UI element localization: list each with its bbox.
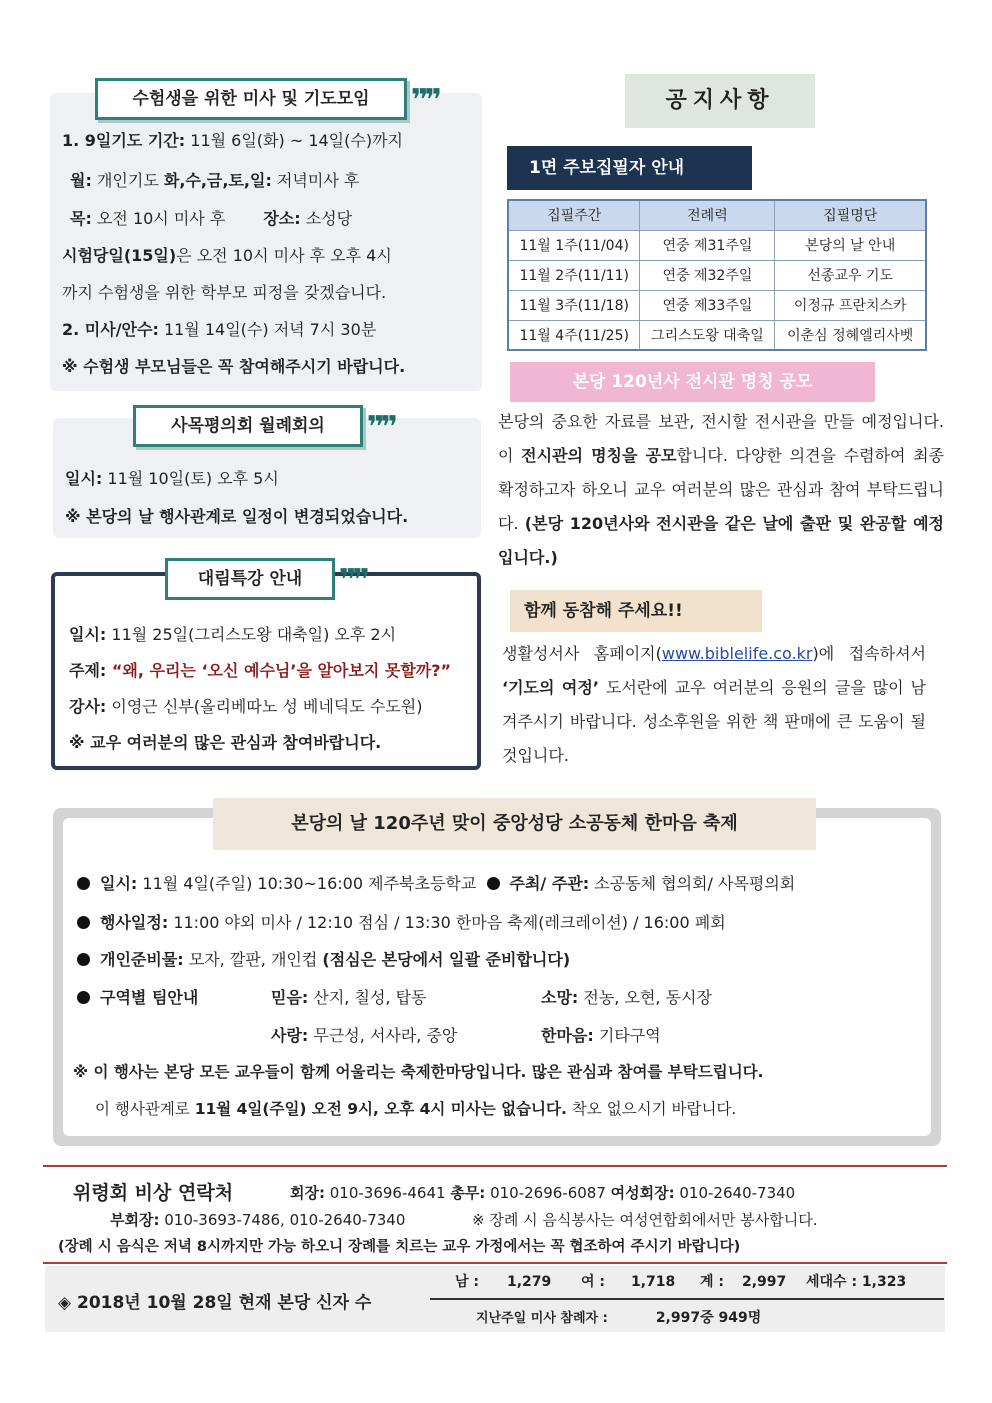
quote-mark-icon: ❞❞ bbox=[366, 410, 394, 445]
divider bbox=[430, 1298, 944, 1300]
table-cell: 그리스도왕 대축일 bbox=[640, 320, 775, 350]
advent-section-title bbox=[165, 558, 366, 600]
value: 11월 14일(수) 저녁 7시 30분 bbox=[158, 320, 377, 339]
label: 총무: bbox=[450, 1184, 486, 1202]
label: 화,수,금,토,일: bbox=[163, 171, 272, 190]
exam-line-4 bbox=[62, 243, 392, 266]
text: 합니다. 다양한 의견을 수렴하여 최종 확정하고자 하오니 교우 여러분의 많은 관심과 참여 부탁드립니다. bbox=[498, 446, 944, 533]
writers-title: 1면 주보집필자 안내 bbox=[507, 146, 752, 190]
label: 개인준비물: bbox=[100, 950, 184, 969]
exam-line-7: ※ 수험생 부모님들은 꼭 참여해주시기 바랍니다. bbox=[62, 357, 406, 376]
label: 행사일정: bbox=[100, 913, 169, 932]
advent-line-3 bbox=[69, 694, 422, 717]
bullet-icon bbox=[77, 953, 90, 966]
bullet-icon bbox=[77, 916, 90, 929]
festival-line-2 bbox=[77, 910, 726, 933]
text-bold: ‘기도의 여정’ bbox=[502, 678, 599, 697]
value: 11월 6일(화) ~ 14일(수)까지 bbox=[185, 131, 403, 150]
text: 이 행사관계로 bbox=[95, 1100, 195, 1118]
table-cell: 연중 제31주일 bbox=[640, 230, 775, 260]
text-bold: (본당 120년사와 전시관을 같은 날에 출판 및 완공할 예정입니다.) bbox=[498, 514, 944, 567]
label: 남 : bbox=[455, 1274, 479, 1290]
value: 11월 10일(토) 오후 5시 bbox=[102, 469, 279, 488]
table-row bbox=[508, 230, 926, 260]
label: 여성회장: bbox=[610, 1184, 675, 1202]
catering-note: ※ 장례 시 음식봉사는 여성연합회에서만 봉사합니다. bbox=[472, 1211, 818, 1229]
quote-mark-icon: ❞❞ bbox=[410, 83, 438, 118]
emergency-title: 위령회 비상 연락처 bbox=[73, 1182, 234, 1204]
label: 2. 미사/안수: bbox=[62, 320, 159, 339]
label: 일시: bbox=[65, 469, 103, 488]
value: 모자, 깔판, 개인컵 bbox=[183, 950, 323, 969]
exam-line-2 bbox=[70, 168, 359, 191]
label: 일시: bbox=[100, 874, 138, 893]
label: 믿음: bbox=[271, 988, 309, 1007]
table-cell: 11월 1주(11/04) bbox=[508, 230, 640, 260]
label: 사랑: bbox=[271, 1026, 309, 1045]
label: 일시: bbox=[69, 625, 107, 644]
funeral-note: (장례 시 음식은 저녁 8시까지만 가능 하오니 장례를 치르는 교우 가정에서는 꼭 협조하여 주시기 바랍니다) bbox=[58, 1239, 741, 1255]
festival-note-2 bbox=[95, 1097, 736, 1119]
team-4 bbox=[541, 1023, 661, 1046]
count-male bbox=[455, 1271, 551, 1291]
label: 구역별 팀안내 bbox=[100, 988, 199, 1007]
text: )에 접속하셔서 bbox=[812, 644, 926, 663]
table-cell: 이춘심 정혜엘리사벳 bbox=[775, 320, 926, 350]
divider bbox=[43, 1262, 947, 1264]
biblelife-link[interactable]: www.biblelife.co.kr bbox=[661, 644, 813, 663]
advent-line-4: ※ 교우 여러분의 많은 관심과 참여바랍니다. bbox=[69, 733, 382, 752]
member-count-title: ◈ 2018년 10월 28일 현재 본당 신자 수 bbox=[58, 1293, 372, 1313]
value: 저녁미사 후 bbox=[271, 171, 360, 190]
label: 소망: bbox=[541, 988, 579, 1007]
exam-line-5 bbox=[62, 280, 386, 303]
value: 산지, 칠성, 탑동 bbox=[308, 988, 427, 1007]
table-cell: 연중 제32주일 bbox=[640, 260, 775, 290]
festival-note-1: ※ 이 행사는 본당 모든 교우들이 함께 어울리는 축제한마당입니다. 많은 관심과 참여를 부탁드립니다. bbox=[73, 1063, 764, 1081]
label: 한마음: bbox=[541, 1026, 594, 1045]
value: 010-2696-6087 bbox=[485, 1184, 611, 1202]
label: 시험당일(15일) bbox=[62, 246, 177, 265]
exam-line-1 bbox=[62, 128, 403, 151]
label: 세대수 : bbox=[806, 1274, 858, 1290]
bullet-icon bbox=[77, 991, 90, 1004]
value: 010-3696-4641 bbox=[324, 1184, 451, 1202]
value: 010-2640-7340 bbox=[674, 1184, 796, 1202]
join-paragraph bbox=[502, 637, 926, 773]
count-total bbox=[700, 1271, 786, 1291]
count-female bbox=[581, 1271, 675, 1291]
text: 착오 없으시기 바랍니다. bbox=[566, 1100, 737, 1118]
contest-paragraph bbox=[498, 405, 944, 575]
team-3 bbox=[271, 1023, 457, 1046]
label: 부회장: bbox=[110, 1211, 160, 1229]
value: 무근성, 서사라, 중앙 bbox=[308, 1026, 458, 1045]
label: 주최/ 주관: bbox=[509, 874, 590, 893]
council-title-text: 사목평의회 월례회의 bbox=[171, 416, 325, 436]
value: 11월 25일(그리스도왕 대축일) 오후 2시 bbox=[106, 625, 397, 644]
exam-title-text: 수험생을 위한 미사 및 기도모임 bbox=[132, 89, 370, 109]
emergency-contacts bbox=[290, 1182, 795, 1203]
label: 회장: bbox=[290, 1184, 325, 1202]
divider bbox=[43, 1165, 947, 1167]
bullet-icon bbox=[77, 877, 90, 890]
label: 월: bbox=[70, 171, 92, 190]
festival-title: 본당의 날 120주년 맞이 중앙성당 소공동체 한마음 축제 bbox=[213, 798, 816, 850]
header-cell: 집필주간 bbox=[508, 200, 640, 230]
table-cell: 11월 2주(11/11) bbox=[508, 260, 640, 290]
council-line-1 bbox=[65, 466, 279, 489]
vice-contacts bbox=[110, 1209, 405, 1230]
label: 주제: bbox=[69, 661, 107, 680]
value: 개인기도 bbox=[91, 171, 164, 190]
exam-section-title bbox=[95, 78, 438, 120]
label: 지난주일 미사 참례자 : bbox=[476, 1311, 608, 1326]
council-line-2: ※ 본당의 날 행사관계로 일정이 변경되었습니다. bbox=[65, 507, 409, 526]
table-cell: 연중 제33주일 bbox=[640, 290, 775, 320]
festival-line-1 bbox=[77, 871, 795, 894]
festival-line-3 bbox=[77, 947, 570, 970]
table-header-row bbox=[508, 200, 926, 230]
team-1 bbox=[271, 985, 426, 1008]
advent-line-2 bbox=[69, 658, 451, 681]
value: 11:00 야외 미사 / 12:10 점심 / 13:30 한마음 축제(레크레이션) / 16:00 폐회 bbox=[168, 913, 726, 932]
text: 생활성서사 홈페이지( bbox=[502, 644, 662, 663]
value: 2,997 bbox=[742, 1274, 787, 1290]
value: 전농, 오현, 동시장 bbox=[578, 988, 712, 1007]
table-cell: 11월 3주(11/18) bbox=[508, 290, 640, 320]
table-cell: 11월 4주(11/25) bbox=[508, 320, 640, 350]
table-row bbox=[508, 290, 926, 320]
label: 강사: bbox=[69, 697, 107, 716]
label: 계 : bbox=[700, 1274, 724, 1290]
contest-title: 본당 120년사 전시관 명칭 공모 bbox=[510, 362, 875, 402]
value: 은 오전 10시 미사 후 오후 4시 bbox=[176, 246, 392, 265]
label: 장소: bbox=[263, 209, 301, 228]
team-2 bbox=[541, 985, 712, 1008]
header-cell: 집필명단 bbox=[775, 200, 926, 230]
value: 2,997중 949명 bbox=[655, 1310, 762, 1326]
value: 이영근 신부(올리베따노 성 베네딕도 수도원) bbox=[106, 697, 423, 716]
value: 소공동체 협의회/ 사목평의회 bbox=[589, 874, 796, 893]
value: 1,323 bbox=[861, 1274, 907, 1290]
bullet-icon bbox=[487, 877, 500, 890]
council-section-title bbox=[133, 405, 394, 447]
value: 11월 4일(주일) 10:30~16:00 제주북초등학교 bbox=[137, 874, 477, 893]
text: 본당의 중요한 자료를 보관, 전시할 전시관을 만들 예정입니다. 이 bbox=[498, 412, 944, 465]
table-row bbox=[508, 260, 926, 290]
header-cell: 전례력 bbox=[640, 200, 775, 230]
text-bold: 11월 4일(주일) 오전 9시, 오후 4시 미사는 없습니다. bbox=[194, 1100, 567, 1118]
label: (점심은 본당에서 일괄 준비합니다) bbox=[322, 950, 571, 969]
exam-line-6 bbox=[62, 317, 376, 340]
notice-title: 공지사항 bbox=[625, 74, 815, 128]
label: 목: bbox=[70, 209, 92, 228]
value: 1,279 bbox=[507, 1274, 552, 1290]
value: 까지 수험생을 위한 학부모 피정을 갖겠습니다. bbox=[62, 283, 387, 302]
value: 1,718 bbox=[631, 1274, 676, 1290]
exam-line-3 bbox=[70, 206, 352, 229]
quote-mark-icon: ❞❞ bbox=[338, 563, 366, 598]
table-row bbox=[508, 320, 926, 350]
advent-line-1 bbox=[69, 622, 396, 645]
festival-inner bbox=[63, 818, 931, 1136]
table-cell: 이정규 프란치스카 bbox=[775, 290, 926, 320]
value: “왜, 우리는 ‘오신 예수님’을 알아보지 못할까?” bbox=[106, 661, 452, 680]
text: 도서란에 교우 여러분의 응원의 글을 많이 남겨주시기 바랍니다. 성소후원을 위한 책 판매에 큰 도움이 될 것입니다. bbox=[502, 678, 926, 765]
value: 오전 10시 미사 후 bbox=[91, 209, 226, 228]
label: 여 : bbox=[581, 1274, 605, 1290]
value: 010-3693-7486, 010-2640-7340 bbox=[159, 1211, 406, 1229]
advent-title-text: 대림특강 안내 bbox=[197, 569, 303, 589]
value: 소성당 bbox=[300, 209, 353, 228]
value: 기타구역 bbox=[593, 1026, 661, 1045]
table-cell: 선종교우 기도 bbox=[775, 260, 926, 290]
mass-attendance bbox=[476, 1307, 761, 1327]
writers-table bbox=[507, 199, 927, 351]
table-cell: 본당의 날 안내 bbox=[775, 230, 926, 260]
festival-line-4 bbox=[77, 985, 198, 1008]
count-households bbox=[806, 1271, 906, 1291]
text-bold: 전시관의 명칭을 공모 bbox=[521, 446, 677, 465]
join-title: 함께 동참해 주세요!! bbox=[510, 590, 762, 632]
label: 1. 9일기도 기간: bbox=[62, 131, 186, 150]
